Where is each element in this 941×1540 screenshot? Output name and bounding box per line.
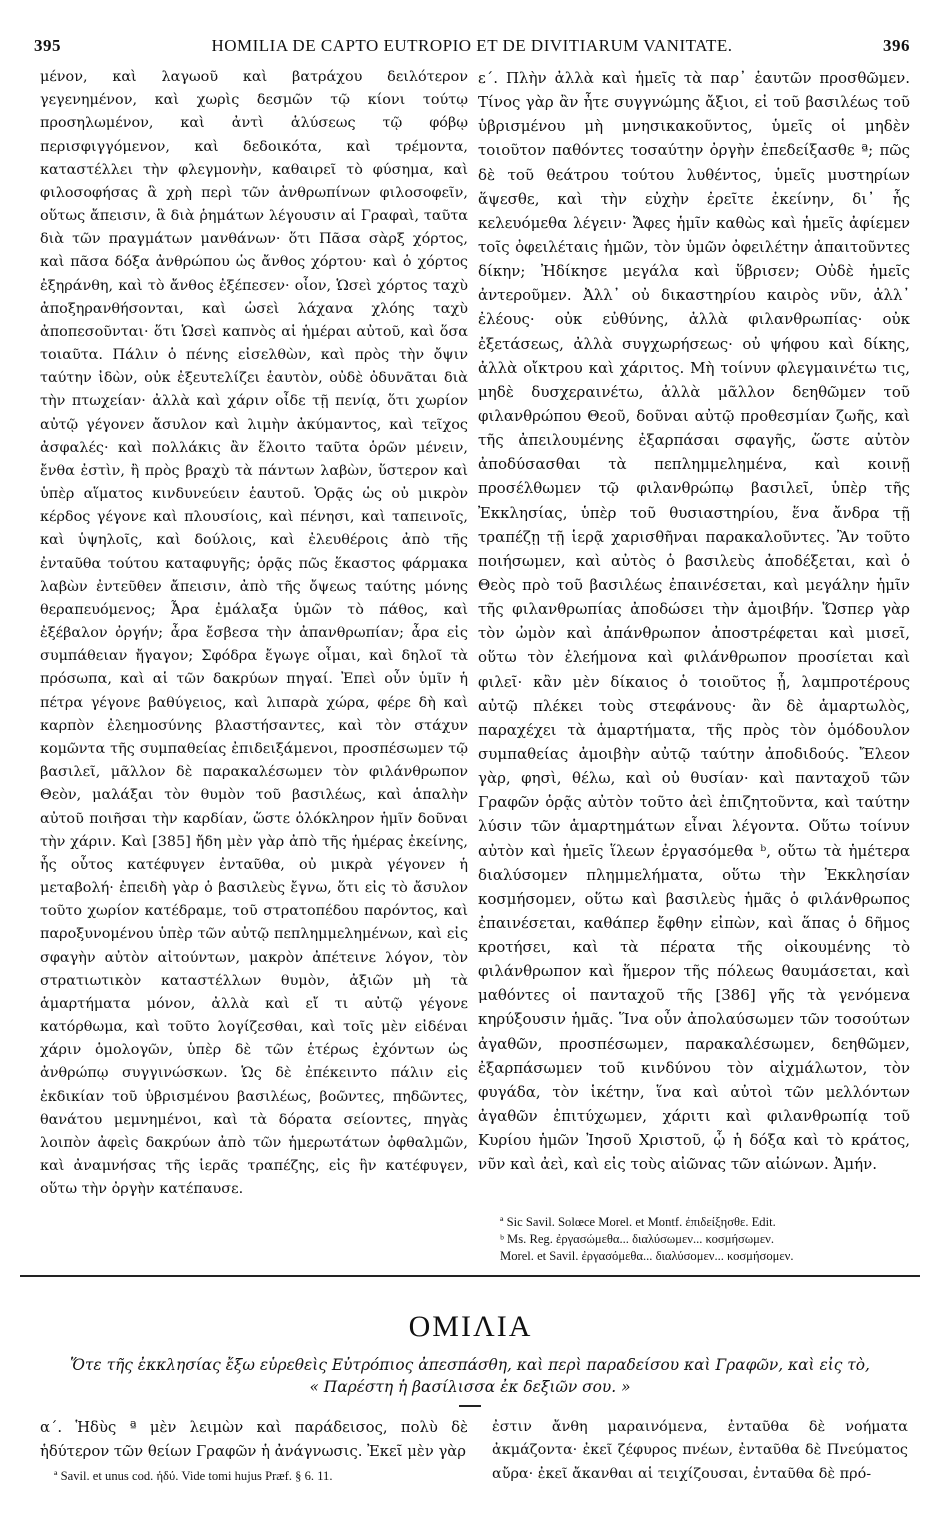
- page-number-right: 396: [883, 36, 910, 55]
- homily-left-column: [40, 1416, 468, 1464]
- homily-right-text: ἐστιν ἄνθη μαραινόμενα, ἐνταῦθα δὲ νοήματα ἀκμάζοντα· ἐκεῖ ζέφυρος πνέων, ἐνταῦθα δὲ Πνεύματος αὔρα· ἐκεῖ ἄκανθαι αἱ τειχίζουσαι, ἐνταῦθα δὲ πρό-: [492, 1419, 908, 1482]
- homily-right-column: [492, 1416, 908, 1486]
- running-title: HOMILIA DE CAPTO EUTROPIO ET DE DIVITIARUM VANITATE.: [211, 36, 733, 55]
- homily-footnote: ª Savil. et unus cod. ἡδύ. Vide tomi hujus Præf. § 6. 11.: [54, 1469, 333, 1483]
- homily-left-text: α΄. Ἡδὺς ª μὲν λειμὼν καὶ παράδεισος, πολὺ δὲ ἡδύτερον τῶν θείων Γραφῶν ἡ ἀνάγνωσις. Ἐκεῖ μὲν γὰρ: [40, 1419, 468, 1461]
- right-column: [478, 66, 910, 1176]
- running-head: [34, 36, 910, 60]
- footnote-b: ᵇ Ms. Reg. ἐργασώμεθα... διαλύσωμεν... κοσμήσωμεν.: [500, 1232, 774, 1246]
- homily-title: ΟΜΙΛΙΑ: [408, 1310, 533, 1343]
- left-column: [40, 66, 468, 1201]
- footnote-b-cont: Morel. et Savil. ἐργασόμεθα... διαλύσομεν... κοσμήσομεν.: [500, 1249, 794, 1263]
- homily-subtitle: Ὅτε τῆς ἐκκλησίας ἔξω εὑρεθεὶς Εὐτρόπιος ἀπεσπάσθη, καὶ περὶ παραδείσου καὶ Γραφῶν, καὶ εἰς τὸ, « Παρέστη ἡ βασίλισσα ἐκ δεξιῶν σου. »: [70, 1356, 870, 1396]
- left-column-text: μένον, καὶ λαγωοῦ καὶ βατράχου δειλότερον γεγενημένον, καὶ χωρὶς δεσμῶν τῷ κίονι τούτῳ προσηλωμένον, καὶ ἀντὶ ἁλύσεως τῷ φόβῳ περισφιγγόμενον, καὶ δεδοικότα, καὶ τρέμοντα, καταστέλλει τὴν φλεγμονὴν, καθαιρεῖ τὸ φύσημα, καὶ φιλοσοφήσας ἃ χρὴ περὶ τῶν ἀνθρωπίνων φιλοσοφεῖν, οὕτως ἄπεισιν, ἃ διὰ ῥημάτων λέγουσιν αἱ Γραφαὶ, ταῦτα διὰ τῶν πραγμάτων μανθάνων· ὅτι Πᾶσα σὰρξ χόρτος, καὶ πᾶσα δόξα ἀνθρώπου ὡς ἄνθος χόρτου· καὶ ὁ χόρτος ἐξηράνθη, καὶ τὸ ἄνθος ἐξέπεσεν· οἷον, Ὡσεὶ χόρτος ταχὺ ἀποξηρανθήσονται, καὶ ὡσεὶ λάχανα χλόης ταχὺ ἀποπεσοῦνται· ὅτι Ὡσεὶ καπνὸς αἱ ἡμέραι αὐτοῦ, καὶ ὅσα τοιαῦτα. Πάλιν ὁ πένης εἰσελθὼν, καὶ πρὸς τὴν ὄψιν ταύτην ἰδὼν, οὐκ ἐξευτελίζει ἑαυτὸν, οὐδὲ ὀδυνᾶται διὰ τὴν πτωχείαν· ἀλλὰ καὶ χάριν οἶδε τῇ πενίᾳ, ὅτι χωρίον αὐτῷ γέγονεν ἄσυλον καὶ λιμὴν ἀκύμαντος, καὶ τεῖχος ἀσφαλές· καὶ πολλάκις ἂν ἕλοιτο ταῦτα ὁρῶν μένειν, ἔνθα ἐστὶν, ἢ πρὸς βραχὺ τὰ πάντων λαβὼν, ὕστερον καὶ ὑπὲρ αἵματος κινδυνεύειν ἑαυτοῦ. Ὁρᾷς ὡς οὐ μικρὸν κέρδος γέγονε καὶ πλουσίοις, καὶ πένησι, καὶ ταπεινοῖς, καὶ ὑψηλοῖς, καὶ δούλοις, καὶ ἐλευθέροις ἀπὸ τῆς ἐνταῦθα τούτου καταφυγῆς; ὁρᾷς πῶς ἕκαστος φάρμακα λαβὼν ἐντεῦθεν ἄπεισιν, ἀπὸ τῆς ὄψεως ταύτης μόνης θεραπευόμενος; Ἆρα ἐμάλαξα ὑμῶν τὸ πάθος, καὶ ἐξέβαλον ὀργήν; ἆρα ἔσβεσα τὴν ἀπανθρωπίαν; ἆρα εἰς συμπάθειαν ἤγαγον; Σφόδρα ἔγωγε οἶμαι, καὶ δηλοῖ τὰ πρόσωπα, καὶ αἱ τῶν δακρύων πηγαί. Ἐπεὶ οὖν ὑμῖν ἡ πέτρα γέγονε βαθύγειος, καὶ λιπαρὰ χώρα, φέρε δὴ καὶ καρπὸν ἐλεημοσύνης βλαστήσαντες, καὶ τὸν στάχυν κομῶντα τῆς συμπαθείας ἐπιδειξάμενοι, προσπέσωμεν τῷ βασιλεῖ, μᾶλλον δὲ παρακαλέσωμεν τὸν φιλάνθρωπον Θεὸν, μαλάξαι τὸν θυμὸν τοῦ βασιλέως, καὶ ἁπαλὴν αὐτοῦ ποιῆσαι τὴν καρδίαν, ὥστε ὁλόκληρον ἡμῖν δοῦναι τὴν χάριν. Καὶ [385] ἤδη μὲν γὰρ ἀπὸ τῆς ἡμέρας ἐκείνης, ἧς οὗτος κατέφυγεν ἐνταῦθα, οὐ μικρὰ γέγονεν ἡ μεταβολή· ἐπειδὴ γὰρ ὁ βασιλεὺς ἔγνω, ὅτι εἰς τὸ ἄσυλον τοῦτο χωρίον κατέδραμε, τοῦ στρατοπέδου παρόντος, καὶ παροξυνομένου ὑπὲρ τῶν αὐτῷ πεπλημμελημένων, καὶ εἰς σφαγὴν αὐτὸν αἰτούντων, μακρὸν ἀπέτεινε λόγον, τὸν στρατιωτικὸν καταστέλλων θυμὸν, ἀξιῶν μὴ τὰ ἁμαρτήματα μόνον, ἀλλὰ καὶ εἴ τι αὐτῷ γέγονε κατόρθωμα, καὶ τοῦτο λογίζεσθαι, καὶ τοῖς μὲν εἰδέναι χάριν ὁμολογῶν, ὑπὲρ δὲ τῶν ἑτέρως ἐχόντων ὡς ἀνθρώπῳ συγγινώσκων. Ὡς δὲ ἐπέκειντο πάλιν εἰς ἐκδικίαν τοῦ ὑβρισμένου βασιλέως, βοῶντες, πηδῶντες, θανάτου μεμνημένοι, καὶ τὰ δόρατα σείοντες, πηγὰς λοιπὸν ἀφεὶς δακρύων ἀπὸ τῶν ἡμερωτάτων ὀφθαλμῶν, καὶ ἀναμνήσας τῆς ἱερᾶς τραπέζης, εἰς ἣν κατέφυγεν, οὕτω τὴν ὀργὴν κατέπαυσε.: [40, 69, 468, 1198]
- footnotes: [500, 1214, 910, 1265]
- footnote-a: ª Sic Savil. Solœce Morel. et Montf. ἐπιδείξησθε. Edit.: [500, 1215, 776, 1229]
- section-divider: [20, 1275, 920, 1277]
- title-underline: [459, 1405, 481, 1407]
- page-number-left: 395: [34, 36, 61, 55]
- right-column-text: ε΄. Πλὴν ἀλλὰ καὶ ἡμεῖς τὰ παρ᾽ ἑαυτῶν προσθῶμεν. Τίνος γὰρ ἂν ἦτε συγγνώμης ἄξιοι, εἰ τοῦ βασιλέως τοῦ ὑβρισμένου μὴ μνησικακοῦντος, ὑμεῖς οἱ μηδὲν τοιοῦτον παθόντες τοσαύτην ὀργὴν ἐπεδείξασθε ª; πῶς δὲ τοῦ θεάτρου τούτου λυθέντος, ὑμεῖς μυστηρίων ἅψεσθε, καὶ τὴν εὐχὴν ἐρεῖτε ἐκείνην, δι᾽ ἧς κελευόμεθα λέγειν· Ἄφες ἡμῖν καθὼς καὶ ἡμεῖς ἀφίεμεν τοῖς ὀφειλέταις ἡμῶν, τὸν ὑμῶν ὀφειλέτην ἀπαιτοῦντες δίκην; Ἠδίκησε μεγάλα καὶ ὕβρισεν; Οὐδὲ ἡμεῖς ἀντεροῦμεν. Ἀλλ᾽ οὐ δικαστηρίου καιρὸς νῦν, ἀλλ᾽ ἐλέους· οὐκ εὐθύνης, ἀλλὰ φιλανθρωπίας· οὐκ ἐξετάσεως, ἀλλὰ συγχωρήσεως· οὐ ψήφου καὶ δίκης, ἀλλὰ οἴκτρου καὶ χάριτος. Μὴ τοίνυν φλεγμαινέτω τις, μηδὲ δυσχεραινέτω, ἀλλὰ μᾶλλον δεηθῶμεν τοῦ φιλανθρώπου Θεοῦ, δοῦναι αὐτῷ προθεσμίαν ζωῆς, καὶ τῆς ἀπειλουμένης ἐξαρπάσαι σφαγῆς, ὥστε αὐτὸν ἀποδύσασθαι τὰ πεπλημμελημένα, καὶ κοινῇ προσέλθωμεν τῷ φιλανθρώπῳ βασιλεῖ, ὑπὲρ τῆς Ἐκκλησίας, ὑπὲρ τοῦ θυσιαστηρίου, ἕνα ἄνδρα τῇ τραπέζῃ τῇ ἱερᾷ χαρισθῆναι παρακαλοῦντες. Ἂν τοῦτο ποιήσωμεν, καὶ αὐτὸς ὁ βασιλεὺς ἀποδέξεται, καὶ ὁ Θεὸς πρὸ τοῦ βασιλέως ἐπαινέσεται, καὶ μεγάλην ἡμῖν τῆς φιλανθρωπίας ἀποδώσει τὴν ἀμοιβήν. Ὥσπερ γὰρ τὸν ὠμὸν καὶ ἀπάνθρωπον ἀποστρέφεται καὶ μισεῖ, οὕτω τὸν ἐλεήμονα καὶ φιλάνθρωπον προσίεται καὶ φιλεῖ· κἂν μὲν δίκαιος ὁ τοιοῦτος ᾖ, λαμπροτέρους αὐτῷ πλέκει τοὺς στεφάνους· ἂν δὲ ἁμαρτωλὸς, παραχέχει τὰ ἁμαρτήματα, τῆς πρὸς τὸν ὁμόδουλον συμπαθείας ἀμοιβὴν αὐτῷ ταύτην ἀποδιδούς. Ἔλεον γὰρ, φησὶ, θέλω, καὶ οὐ θυσίαν· καὶ πανταχοῦ τῶν Γραφῶν ὁρᾷς αὐτὸν τοῦτο ἀεὶ ἐπιζητοῦντα, καὶ ταύτην λύσιν τῶν ἁμαρτημάτων εἶναι λέγοντα. Οὕτω τοίνυν αὐτὸν καὶ ἡμεῖς ἵλεων ἐργασόμεθα ᵇ, οὕτω τὰ ἡμέτερα διαλύσομεν πλημμελήματα, οὕτω τὴν Ἐκκλησίαν κοσμήσομεν, οὕτω καὶ βασιλεὺς ἡμᾶς ὁ φιλάνθρωπος ἐπαινέσεται, καθάπερ ἔφθην εἰπὼν, καὶ ἅπας ὁ δῆμος κροτήσει, καὶ τὰ πέρατα τῆς οἰκουμένης τὸ φιλάνθρωπον καὶ ἥμερον τῆς πόλεως θαυμάσεται, καὶ μαθόντες οἱ πανταχοῦ τῆς [386] γῆς τὰ γενόμενα κηρύξουσιν ἡμᾶς. Ἵνα οὖν ἀπολαύσωμεν τῶν τοσούτων ἀγαθῶν, προσπέσωμεν, παρακαλέσωμεν, δεηθῶμεν, ἐξαρπάσωμεν τοῦ κινδύνου τὸν αἰχμάλωτον, τὸν φυγάδα, τὸν ἱκέτην, ἵνα καὶ αὐτοὶ τῶν μελλόντων ἀγαθῶν ἐπιτύχωμεν, χάριτι καὶ φιλανθρωπίᾳ τοῦ Κυρίου ἡμῶν Ἰησοῦ Χριστοῦ, ᾧ ἡ δόξα καὶ τὸ κράτος, νῦν καὶ ἀεὶ, καὶ εἰς τοὺς αἰῶνας τῶν αἰώνων. Ἀμήν.: [478, 69, 910, 1174]
